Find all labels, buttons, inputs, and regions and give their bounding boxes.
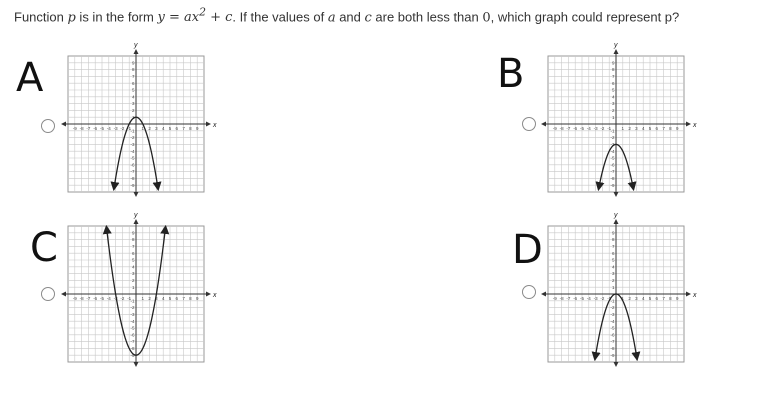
x-tick-label: 9 — [195, 126, 199, 131]
x-tick-label: 2 — [148, 296, 151, 301]
x-tick-label: 2 — [628, 296, 631, 301]
y-tick-label: 4 — [131, 264, 135, 270]
y-tick-label: 2 — [611, 278, 615, 283]
y-tick-label: -2 — [130, 305, 135, 311]
x-tick-label: 1 — [621, 126, 625, 131]
y-tick-label: -5 — [610, 325, 615, 331]
y-tick-label: -5 — [610, 155, 615, 161]
option-a-handwritten-label: A — [16, 55, 44, 101]
y-tick-label: 8 — [611, 67, 615, 73]
y-tick-label: 2 — [131, 278, 135, 283]
y-tick-label: 8 — [611, 237, 615, 243]
y-tick-label: -3 — [610, 142, 615, 147]
x-tick-label: 5 — [168, 126, 172, 131]
x-tick-label: 4 — [641, 296, 645, 301]
x-tick-label: 4 — [641, 126, 645, 131]
x-tick-label: 2 — [148, 126, 151, 131]
x-tick-label: -6 — [93, 126, 98, 131]
x-tick-label: -4 — [106, 296, 111, 301]
y-tick-label: -9 — [610, 182, 615, 188]
x-axis-label: x — [213, 122, 217, 129]
x-tick-label: -2 — [120, 126, 125, 131]
y-tick-label: 5 — [611, 87, 615, 93]
x-tick-label: -1 — [127, 296, 132, 301]
x-tick-label: 7 — [662, 126, 665, 131]
y-tick-label: 6 — [131, 80, 135, 86]
x-tick-label: -2 — [600, 126, 605, 131]
y-tick-label: 4 — [131, 94, 135, 100]
y-tick-label: -7 — [610, 169, 615, 175]
x-tick-label: 5 — [648, 126, 652, 131]
formula: $y = ax^2 + c$ — [157, 6, 233, 26]
y-tick-label: -6 — [610, 162, 615, 168]
x-tick-label: -4 — [106, 126, 111, 131]
x-tick-label: -8 — [79, 296, 84, 301]
x-tick-label: 3 — [635, 126, 638, 131]
x-tick-label: -5 — [99, 126, 105, 131]
option-c-radio[interactable] — [41, 287, 55, 301]
y-tick-label: 3 — [611, 101, 615, 107]
x-tick-label: 8 — [669, 126, 672, 131]
x-tick-label: -6 — [573, 126, 578, 131]
x-tick-label: -9 — [552, 296, 557, 301]
x-tick-label: -4 — [586, 296, 591, 301]
y-tick-label: 7 — [131, 244, 135, 249]
x-tick-label: 5 — [648, 296, 652, 301]
x-tick-label: 7 — [182, 296, 185, 301]
x-tick-label: -9 — [552, 126, 557, 131]
x-tick-label: 7 — [662, 296, 665, 301]
option-d-radio[interactable] — [522, 285, 536, 299]
option-b-handwritten-label: B — [497, 51, 525, 97]
y-tick-label: -7 — [130, 169, 135, 175]
x-tick-label: -5 — [579, 126, 585, 131]
y-tick-label: -3 — [130, 142, 135, 147]
x-tick-label: 8 — [189, 126, 192, 131]
y-axis-label: y — [134, 212, 138, 219]
y-tick-label: 1 — [611, 284, 615, 290]
y-tick-label: 6 — [611, 80, 615, 86]
y-tick-label: -8 — [610, 176, 615, 181]
y-tick-label: 9 — [611, 60, 615, 66]
y-tick-label: -1 — [130, 128, 135, 134]
y-tick-label: -4 — [130, 318, 135, 324]
x-tick-label: -8 — [559, 126, 564, 131]
x-tick-label: -7 — [86, 126, 91, 131]
y-tick-label: -6 — [130, 332, 135, 338]
x-tick-label: -9 — [72, 126, 77, 131]
option-c-handwritten-label: C — [30, 225, 58, 271]
x-tick-label: 1 — [141, 296, 145, 301]
x-tick-label: 9 — [675, 296, 679, 301]
y-tick-label: 8 — [131, 237, 135, 243]
x-tick-label: 3 — [155, 126, 158, 131]
x-tick-label: -2 — [600, 296, 605, 301]
question-text: Function p is in the form $y = ax^2 + c$. If the values of a and c are both less than 0, which graph could represent p? — [14, 6, 680, 26]
y-tick-label: -3 — [610, 312, 615, 317]
y-axis-label: y — [614, 212, 618, 219]
x-tick-label: 2 — [628, 126, 631, 131]
y-tick-label: -1 — [610, 298, 615, 304]
x-tick-label: -8 — [559, 296, 564, 301]
x-tick-label: -9 — [72, 296, 77, 301]
x-tick-label: -7 — [86, 296, 91, 301]
option-d-handwritten-label: D — [512, 227, 543, 273]
y-tick-label: 4 — [611, 264, 615, 270]
y-tick-label: 3 — [131, 101, 135, 107]
x-tick-label: -6 — [93, 296, 98, 301]
y-tick-label: 8 — [131, 67, 135, 73]
y-tick-label: 9 — [611, 230, 615, 236]
y-tick-label: 2 — [131, 108, 135, 113]
y-tick-label: -1 — [610, 128, 615, 134]
y-tick-label: -4 — [610, 318, 615, 324]
x-tick-label: -4 — [586, 126, 591, 131]
x-axis-label: x — [213, 292, 217, 299]
option-d-graph — [548, 212, 697, 362]
x-tick-label: 3 — [635, 296, 638, 301]
option-b-radio[interactable] — [522, 117, 536, 131]
x-tick-label: 1 — [621, 296, 625, 301]
y-tick-label: 1 — [131, 114, 135, 120]
y-tick-label: 7 — [611, 244, 615, 249]
y-tick-label: -9 — [130, 182, 135, 188]
y-axis-label: y — [614, 42, 618, 49]
x-tick-label: 1 — [141, 126, 145, 131]
option-b-graph — [548, 42, 697, 192]
y-tick-label: 5 — [611, 257, 615, 263]
x-tick-label: 4 — [161, 296, 165, 301]
x-tick-label: -1 — [607, 296, 612, 301]
x-tick-label: -5 — [99, 296, 105, 301]
x-axis-label: x — [693, 292, 697, 299]
x-tick-label: 8 — [669, 296, 672, 301]
y-tick-label: 6 — [611, 250, 615, 256]
y-tick-label: -3 — [130, 312, 135, 317]
y-tick-label: -7 — [610, 339, 615, 345]
y-tick-label: 6 — [131, 250, 135, 256]
y-tick-label: -7 — [130, 339, 135, 345]
option-a-graph — [68, 42, 217, 192]
y-tick-label: -1 — [130, 298, 135, 304]
x-tick-label: -2 — [120, 296, 125, 301]
y-tick-label: 3 — [611, 271, 615, 277]
y-tick-label: -6 — [130, 162, 135, 168]
x-tick-label: 6 — [655, 296, 659, 301]
y-tick-label: -6 — [610, 332, 615, 338]
y-tick-label: 9 — [131, 60, 135, 66]
y-tick-label: 1 — [131, 284, 135, 290]
y-tick-label: -2 — [130, 135, 135, 141]
y-tick-label: -4 — [130, 148, 135, 154]
x-tick-label: 4 — [161, 126, 165, 131]
x-tick-label: -1 — [127, 126, 132, 131]
y-tick-label: -8 — [130, 346, 135, 351]
x-tick-label: 6 — [175, 296, 179, 301]
x-tick-label: -3 — [593, 126, 598, 131]
y-tick-label: 1 — [611, 114, 615, 120]
y-tick-label: 7 — [131, 74, 135, 79]
x-tick-label: 6 — [175, 126, 179, 131]
x-tick-label: -3 — [113, 126, 118, 131]
y-tick-label: -8 — [130, 176, 135, 181]
y-tick-label: 2 — [611, 108, 615, 113]
y-tick-label: -2 — [610, 305, 615, 311]
option-c-graph — [68, 212, 217, 362]
x-tick-label: -3 — [593, 296, 598, 301]
y-tick-label: 5 — [131, 87, 135, 93]
x-tick-label: 6 — [655, 126, 659, 131]
x-tick-label: -7 — [566, 296, 571, 301]
y-tick-label: 3 — [131, 271, 135, 277]
x-tick-label: 8 — [189, 296, 192, 301]
y-tick-label: -5 — [130, 155, 135, 161]
y-tick-label: 9 — [131, 230, 135, 236]
x-tick-label: 9 — [675, 126, 679, 131]
y-axis-label: y — [134, 42, 138, 49]
x-tick-label: 9 — [195, 296, 199, 301]
x-tick-label: -8 — [79, 126, 84, 131]
x-tick-label: -5 — [579, 296, 585, 301]
y-tick-label: -2 — [610, 135, 615, 141]
x-tick-label: -6 — [573, 296, 578, 301]
y-tick-label: -9 — [610, 352, 615, 358]
x-tick-label: -3 — [113, 296, 118, 301]
x-tick-label: 5 — [168, 296, 172, 301]
y-tick-label: -4 — [610, 148, 615, 154]
x-tick-label: -1 — [607, 126, 612, 131]
y-tick-label: -8 — [610, 346, 615, 351]
y-tick-label: 4 — [611, 94, 615, 100]
x-tick-label: 7 — [182, 126, 185, 131]
x-tick-label: 3 — [155, 296, 158, 301]
y-tick-label: 7 — [611, 74, 615, 79]
y-tick-label: -5 — [130, 325, 135, 331]
y-tick-label: 5 — [131, 257, 135, 263]
option-a-radio[interactable] — [41, 119, 55, 133]
x-axis-label: x — [693, 122, 697, 129]
x-tick-label: -7 — [566, 126, 571, 131]
y-tick-label: -9 — [130, 352, 135, 358]
